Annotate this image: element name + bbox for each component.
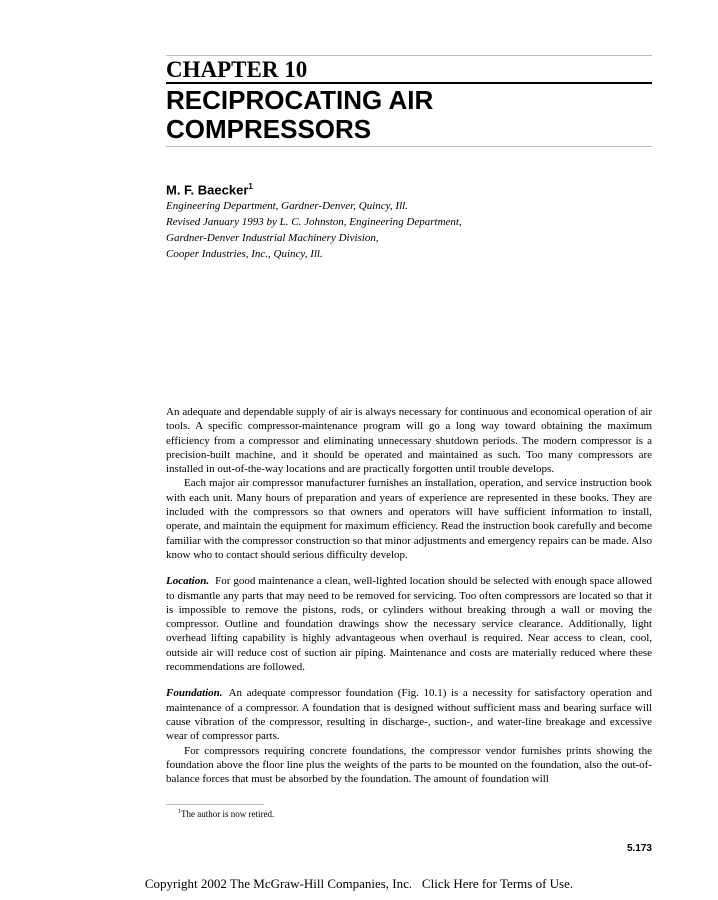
footnote-mark: 1 — [178, 809, 181, 815]
foundation-text: An adequate compressor foundation (Fig. 10.1) is a necessity for satisfactory operation and maintenance of a compressor. A foundation that is designed without sufficient mass and bearing surface will cause vibration of the compressor, resulting in discharge-, suction-, and water-line breakage and excessive wear of compressor parts. — [166, 687, 652, 743]
footnote — [178, 809, 274, 819]
chapter-title — [166, 86, 652, 144]
author-name — [166, 182, 253, 197]
chapter-label: CHAPTER 10 — [166, 57, 308, 82]
chapter-title-line1: RECIPROCATING AIR — [166, 85, 434, 115]
body-paragraph: An adequate and dependable supply of air is always necessary for continuous and economical operation of air tools. A specific compressor-maintenance program will go a long way toward obtaining the maximum efficiency from a compressor and eliminating unnecessary shutdown periods. The modern compressor is a precision-built machine, and it should be operated and maintained as such. Too many compressors are installed in out-of-the-way locations and are practically forgotten until trouble develops. — [166, 406, 652, 476]
title-bottom-rule — [166, 146, 652, 147]
affiliation-line: Gardner-Denver Industrial Machinery Division, — [166, 232, 379, 244]
affiliation-line: Engineering Department, Gardner-Denver, Quincy, Ill. — [166, 200, 408, 212]
location-section — [166, 574, 652, 674]
location-text: For good maintenance a clean, well-lighted location should be selected with enough space allowed to dismantle any parts that may need to be removed for servicing. Too often compressors are located so that it is impossible to remove the pistons, rods, or cylinders without breaking through a wall or moving the compressor. Outline and foundation drawings show the necessary service clearance. Additionally, light overhead lifting capability is highly advantageous when overhaul is required. Near access to clean, cool, outside air will reduce cost of suction air piping. Maintenance and costs are materially reduced where these recommendations are followed. — [166, 575, 652, 674]
location-heading: Location. — [166, 575, 210, 588]
footnote-text: The author is now retired. — [181, 809, 275, 819]
foundation-heading: Foundation. — [166, 687, 223, 700]
footnote-rule — [166, 804, 264, 805]
chapter-rule — [166, 82, 652, 84]
affiliation-line: Cooper Industries, Inc., Quincy, Ill. — [166, 248, 323, 260]
author-name-text: M. F. Baecker — [166, 182, 249, 198]
page-number: 5.173 — [626, 843, 652, 854]
author-affiliation — [166, 198, 646, 262]
foundation-section — [166, 686, 652, 743]
body-paragraph: For compressors requiring concrete foundations, the compressor vendor furnishes prints showing the foundation above the floor line plus the weights of the parts to be mounted on the foundation, also the out-of-balance forces that must be absorbed by the foundation. The amount of foundation will — [166, 744, 652, 786]
affiliation-line: Revised January 1993 by L. C. Johnston, Engineering Department, — [166, 216, 462, 228]
body-paragraph: Each major air compressor manufacturer furnishes an installation, operation, and service instruction book with each unit. Many hours of preparation and years of experience are represented in these books. They are included with the compressors so that owners and operators will have sufficient information to install, operate, and maintain the equipment for maximum efficiency. Read the instruction book carefully and become familiar with the compressor construction so that minor adjustments and emergency repairs can be made. Also know who to contact should serious difficulty develop. — [166, 477, 652, 561]
author-footnote-mark: 1 — [248, 182, 253, 191]
terms-of-use-link[interactable]: Click Here for Terms of Use. — [421, 876, 574, 891]
chapter-title-line2: COMPRESSORS — [166, 114, 372, 144]
copyright-bar — [0, 876, 718, 892]
copyright-text: Copyright 2002 The McGraw-Hill Companies, Inc. — [144, 876, 413, 891]
body-text — [166, 405, 652, 786]
top-rule — [166, 55, 652, 56]
